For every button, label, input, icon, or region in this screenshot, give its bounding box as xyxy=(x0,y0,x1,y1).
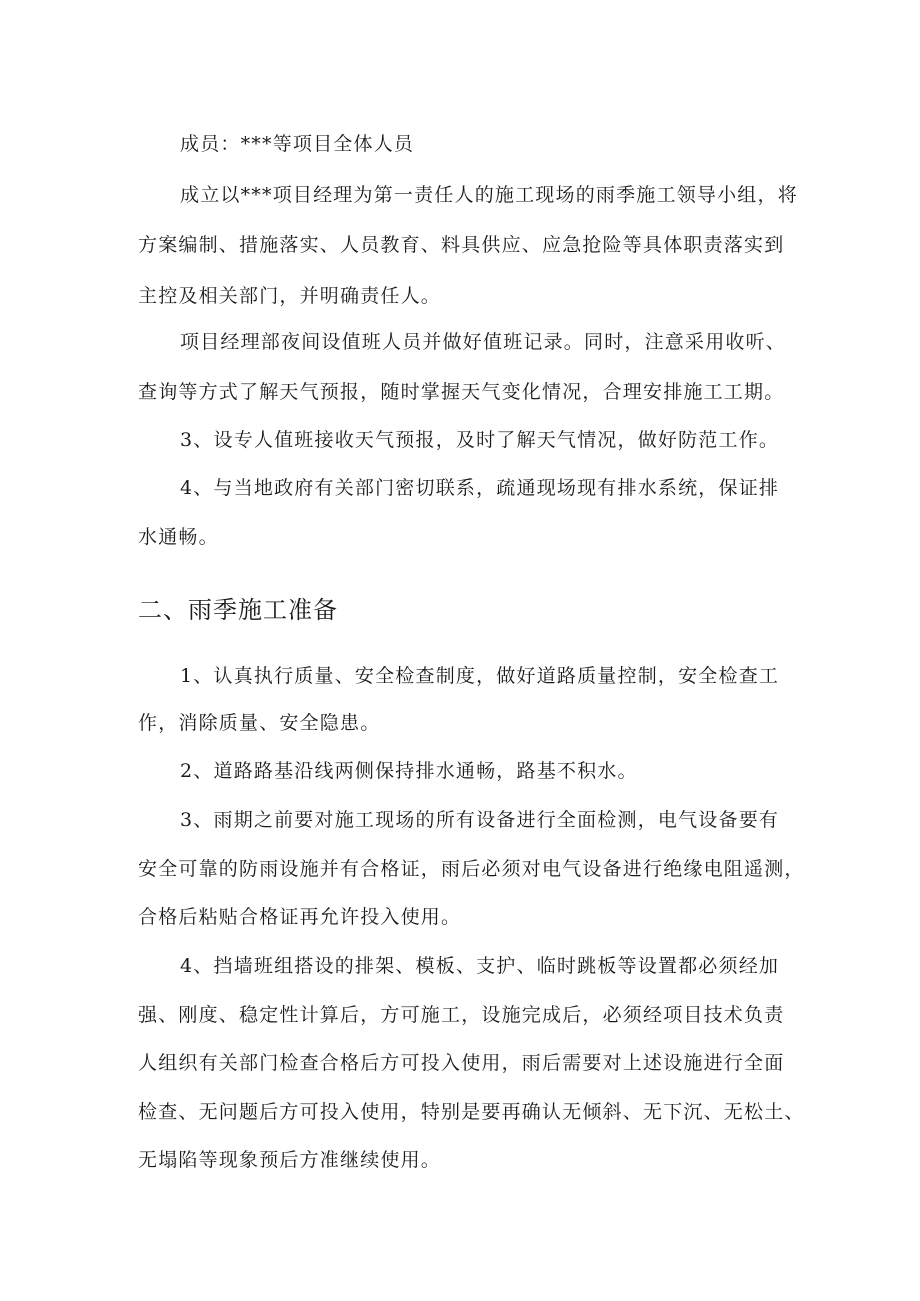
text-line: 作，消除质量、安全隐患。 xyxy=(138,712,381,734)
section-heading: 二、雨季施工准备 xyxy=(138,596,338,624)
text-line: 项目经理部夜间设值班人员并做好值班记录。同时，注意采用收听、 xyxy=(180,331,787,353)
text-line: 查询等方式了解天气预报，随时掌握天气变化情况，合理安排施工工期。 xyxy=(138,381,785,403)
text-line: 水通畅。 xyxy=(138,526,219,548)
text-line: 2、道路路基沿线两侧保持排水通畅，路基不积水。 xyxy=(180,760,638,782)
text-line: 合格后粘贴合格证再允许投入使用。 xyxy=(138,906,462,928)
text-line: 3、设专人值班接收天气预报，及时了解天气情况，做好防范工作。 xyxy=(180,429,780,451)
text-line: 主控及相关部门，并明确责任人。 xyxy=(138,285,442,307)
text-line: 4、与当地政府有关部门密切联系，疏通现场现有排水系统，保证排 xyxy=(180,477,780,499)
text-line-members: 成员：***等项目全体人员 xyxy=(180,133,415,155)
text-line: 成立以***项目经理为第一责任人的施工现场的雨季施工领导小组，将 xyxy=(180,184,798,206)
text-line: 人组织有关部门检查合格后方可投入使用，雨后需要对上述设施进行全面 xyxy=(138,1052,785,1074)
text-line: 无塌陷等现象预后方准继续使用。 xyxy=(138,1149,442,1171)
text-line: 检查、无问题后方可投入使用，特别是要再确认无倾斜、无下沉、无松土、 xyxy=(138,1101,805,1123)
text-line: 4、挡墙班组搭设的排架、模板、支护、临时跳板等设置都必须经加 xyxy=(180,955,780,977)
text-line: 方案编制、措施落实、人员教育、料具供应、应急抢险等具体职责落实到 xyxy=(138,234,785,256)
text-line: 强、刚度、稳定性计算后，方可施工，设施完成后，必须经项目技术负责 xyxy=(138,1004,785,1026)
text-line: 1、认真执行质量、安全检查制度，做好道路质量控制，安全检查工 xyxy=(180,665,780,687)
text-line: 安全可靠的防雨设施并有合格证，雨后必须对电气设备进行绝缘电阻遥测， xyxy=(138,858,805,880)
text-line: 3、雨期之前要对施工现场的所有设备进行全面检测，电气设备要有 xyxy=(180,809,780,831)
